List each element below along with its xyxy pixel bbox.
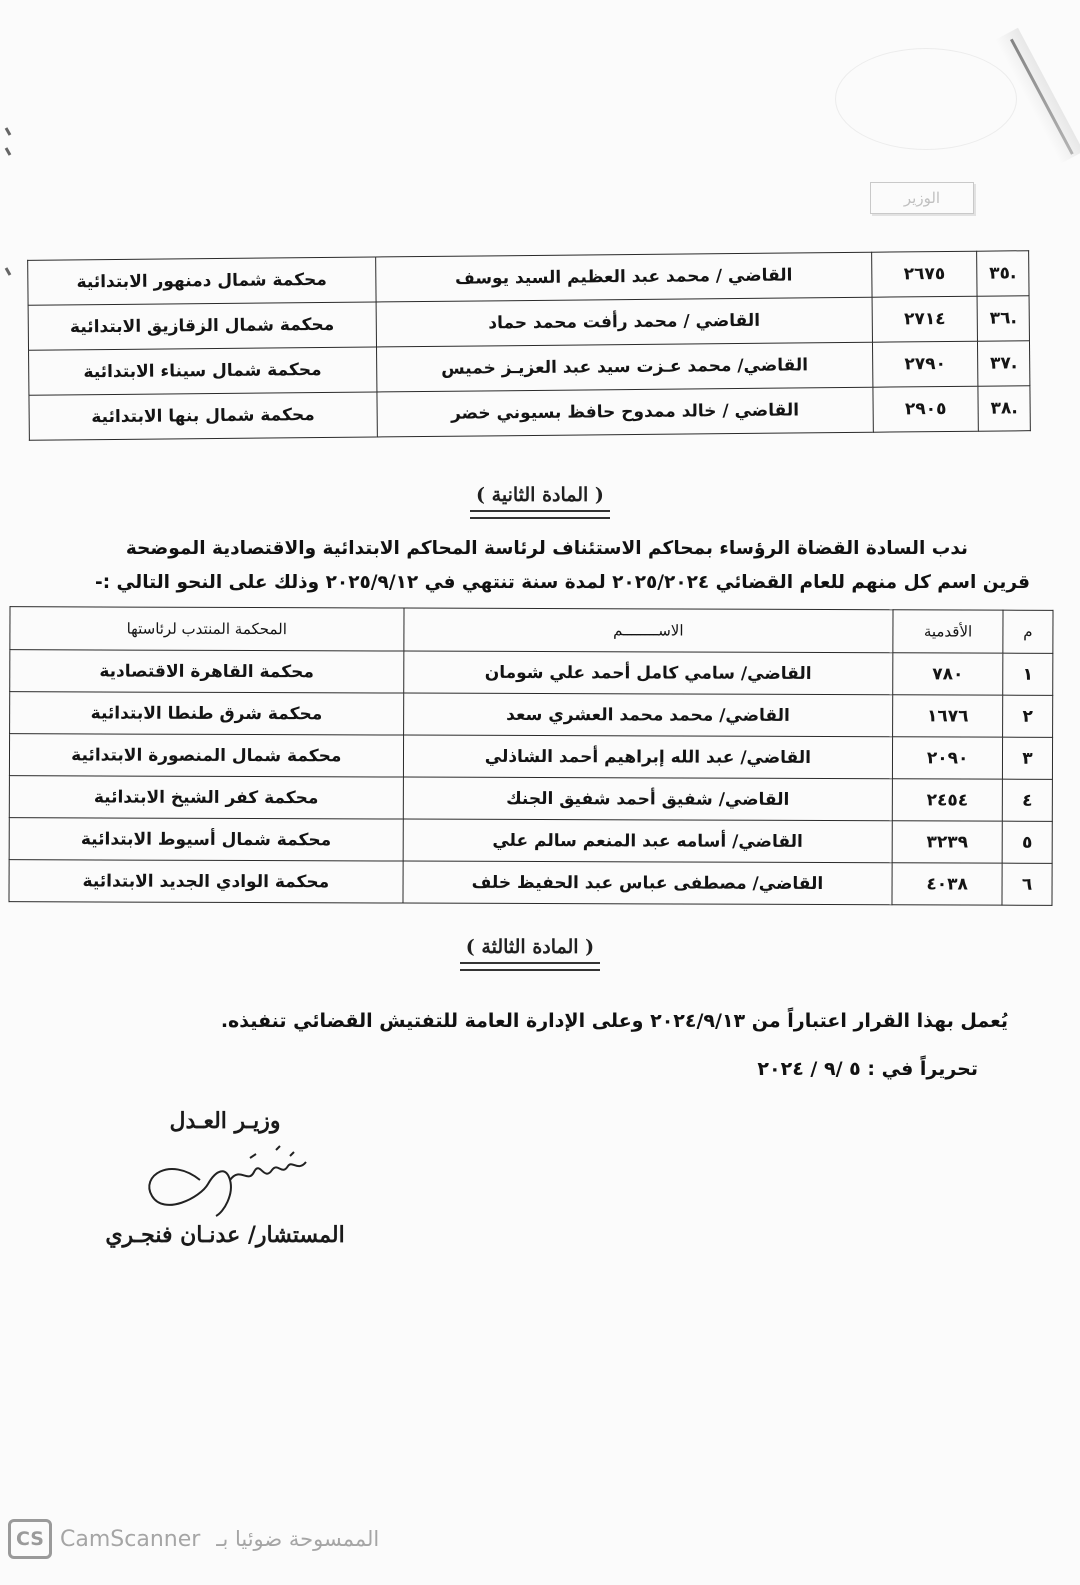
seniority-cell: ٢٧١٤ xyxy=(872,296,977,342)
judge-name-cell: القاضي/ شفيق أحمد شفيق الجنك xyxy=(403,777,893,821)
table-row xyxy=(9,818,1052,864)
row-number: .٣٦ xyxy=(977,296,1029,341)
row-number: ٦ xyxy=(1002,863,1052,905)
signatory-title: وزيـر العـدل xyxy=(169,1108,281,1134)
row-number: ٥ xyxy=(1002,821,1052,863)
judge-name-cell: القاضي/ عبد الله إبراهيم أحمد الشاذلي xyxy=(403,735,893,779)
row-number: ٣ xyxy=(1002,737,1052,779)
continued-assignments-table xyxy=(27,250,1031,441)
court-cell: محكمة شمال المنصورة الابتدائية xyxy=(9,734,403,777)
article-two-heading xyxy=(440,484,640,519)
scan-edge-line xyxy=(1010,39,1074,155)
camscanner-brand: CamScanner xyxy=(60,1526,201,1552)
heading-underline xyxy=(460,962,600,971)
article-two-paragraph-line-1: ندب السادة القضاة الرؤساء بمحاكم الاستئناف لرئاسة المحاكم الابتدائية والاقتصادية الموضحة xyxy=(125,538,968,559)
court-cell: محكمة شرق طنطا الابتدائية xyxy=(10,692,404,735)
row-number: ١ xyxy=(1003,653,1053,695)
scanned-by-label: الممسوحة ضوئيا بـ xyxy=(216,1527,380,1551)
column-header-number: م xyxy=(1003,610,1053,653)
column-header-seniority: الأقدمية xyxy=(893,610,1003,653)
margin-pen-marks xyxy=(4,110,18,290)
signature-block xyxy=(80,1108,370,1248)
article-two-title: ( المادة الثانية ) xyxy=(476,484,604,506)
judge-name-cell: القاضي/ سامي كامل أحمد علي شومان xyxy=(403,651,893,695)
camscanner-watermark xyxy=(8,1517,379,1561)
row-number: .٣٧ xyxy=(978,341,1030,386)
faint-seal-mark xyxy=(835,48,1017,150)
article-three-paragraph: يُعمل بهذا القرار اعتباراً من ٢٠٢٤/٩/١٣ وعلى الإدارة العامة للتفتيش القضائي تنفيذه. xyxy=(220,1010,1008,1032)
court-cell: محكمة القاهرة الاقتصادية xyxy=(10,650,404,693)
table-row xyxy=(29,386,1030,441)
judge-name-cell: القاضي/ محمد محمد العشري سعد xyxy=(403,693,893,737)
article-three-title: ( المادة الثالثة ) xyxy=(465,936,595,958)
table-header-row xyxy=(10,607,1053,654)
column-header-court: المحكمة المنتدب لرئاستها xyxy=(10,607,404,651)
table-row xyxy=(10,650,1053,696)
seniority-cell: ٢٩٠٥ xyxy=(873,386,978,432)
row-number: .٣٥ xyxy=(977,251,1029,296)
signatory-name: المستشار/ عدنـان فنجـري xyxy=(105,1222,345,1248)
seniority-cell: ٤٠٣٨ xyxy=(892,863,1002,905)
handwritten-signature xyxy=(130,1136,320,1218)
court-cell: محكمة شمال بنها الابتدائية xyxy=(29,392,377,440)
judge-name-cell: القاضي / محمد رأفت محمد حماد xyxy=(376,297,873,347)
article-two-assignments-table xyxy=(8,606,1053,906)
issue-date-line: تحريراً في : ٥ /٩ / ٢٠٢٤ xyxy=(757,1058,978,1080)
court-cell: محكمة شمال سيناء الابتدائية xyxy=(29,347,377,395)
judge-name-cell: القاضي / خالد ممدوح حافظ بسيوني خضر xyxy=(377,387,874,437)
seniority-cell: ٢٠٩٠ xyxy=(893,737,1003,779)
column-header-name: الاســــــــم xyxy=(404,608,894,653)
row-number: ٢ xyxy=(1003,695,1053,737)
camscanner-logo: CS xyxy=(8,1519,52,1559)
heading-underline xyxy=(470,510,610,519)
table-row xyxy=(9,776,1052,822)
seniority-cell: ٢٦٧٥ xyxy=(872,251,977,297)
court-cell: محكمة الوادي الجديد الابتدائية xyxy=(9,860,403,903)
court-cell: محكمة شمال الزقازيق الابتدائية xyxy=(28,302,376,350)
judge-name-cell: القاضي/ مصطفى عباس عبد الحفيظ خلف xyxy=(403,861,893,905)
seniority-cell: ١٦٧٦ xyxy=(893,695,1003,737)
article-three-heading xyxy=(430,936,630,971)
judge-name-cell: القاضي/ محمد عـزت سيد عبد العزيـز خميس xyxy=(376,342,873,392)
seniority-cell: ٢٤٥٤ xyxy=(892,779,1002,821)
table-row xyxy=(9,734,1052,780)
row-number: ٤ xyxy=(1002,779,1052,821)
judge-name-cell: القاضي/ أسامه عبد المنعم سالم علي xyxy=(403,819,893,863)
seniority-cell: ٧٨٠ xyxy=(893,653,1003,695)
row-number: .٣٨ xyxy=(978,386,1030,431)
article-two-paragraph-line-2: قرين اسم كل منهم للعام القضائي ٢٠٢٥/٢٠٢٤ لمدة سنة تنتهي في ٢٠٢٥/٩/١٢ وذلك على النحو التالي :- xyxy=(95,572,1030,593)
court-cell: محكمة شمال دمنهور الابتدائية xyxy=(28,257,376,305)
table-row xyxy=(9,860,1052,906)
minister-stamp: الوزير xyxy=(870,182,974,214)
judge-name-cell: القاضي / محمد عبد العظيم السيد يوسف xyxy=(375,252,872,302)
table-row xyxy=(10,692,1053,738)
court-cell: محكمة كفر الشيخ الابتدائية xyxy=(9,776,403,819)
court-cell: محكمة شمال أسيوط الابتدائية xyxy=(9,818,403,861)
seniority-cell: ٣٢٣٩ xyxy=(892,821,1002,863)
seniority-cell: ٢٧٩٠ xyxy=(873,341,978,387)
